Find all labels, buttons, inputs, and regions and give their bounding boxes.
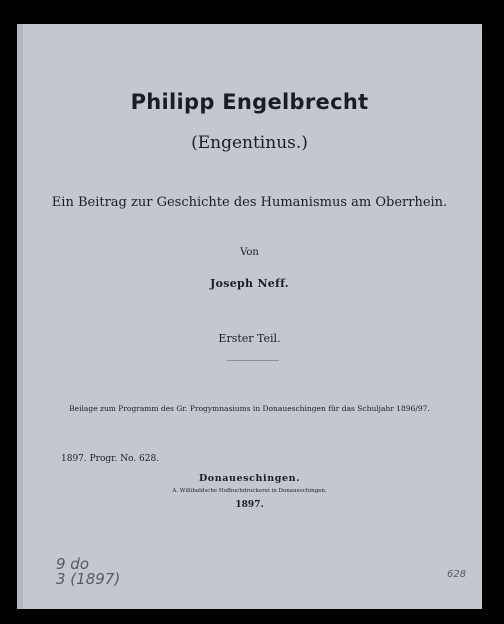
title-page bbox=[17, 24, 482, 609]
author-name: Joseph Neff. bbox=[210, 277, 289, 290]
part-label: Erster Teil. bbox=[218, 332, 281, 345]
handwritten-shelfmark bbox=[56, 557, 120, 587]
shelfmark-line-1: 9 do bbox=[56, 555, 90, 573]
publisher-city: Donaueschingen. bbox=[198, 473, 301, 484]
book-subtitle: (Engentinus.) bbox=[191, 133, 308, 153]
book-tagline: Ein Beitrag zur Geschichte des Humanismus am Oberrhein. bbox=[51, 195, 448, 210]
shelfmark-line-2: 3 (1897) bbox=[56, 570, 121, 588]
series-number: 1897. Progr. No. 628. bbox=[61, 454, 160, 464]
divider-rule bbox=[227, 360, 279, 361]
book-title: Philipp Engelbrecht bbox=[130, 90, 369, 114]
handwritten-corner-number: 628 bbox=[447, 569, 467, 580]
printer-name: A. Willibaldsche Hofbuchdruckerei in Donaueschingen. bbox=[172, 488, 327, 494]
supplement-note: Beilage zum Programm des Gr. Progymnasiums in Donaueschingen für das Schuljahr 1896/97. bbox=[69, 404, 430, 413]
by-line-label: Von bbox=[240, 247, 259, 258]
publication-year: 1897. bbox=[235, 500, 264, 510]
